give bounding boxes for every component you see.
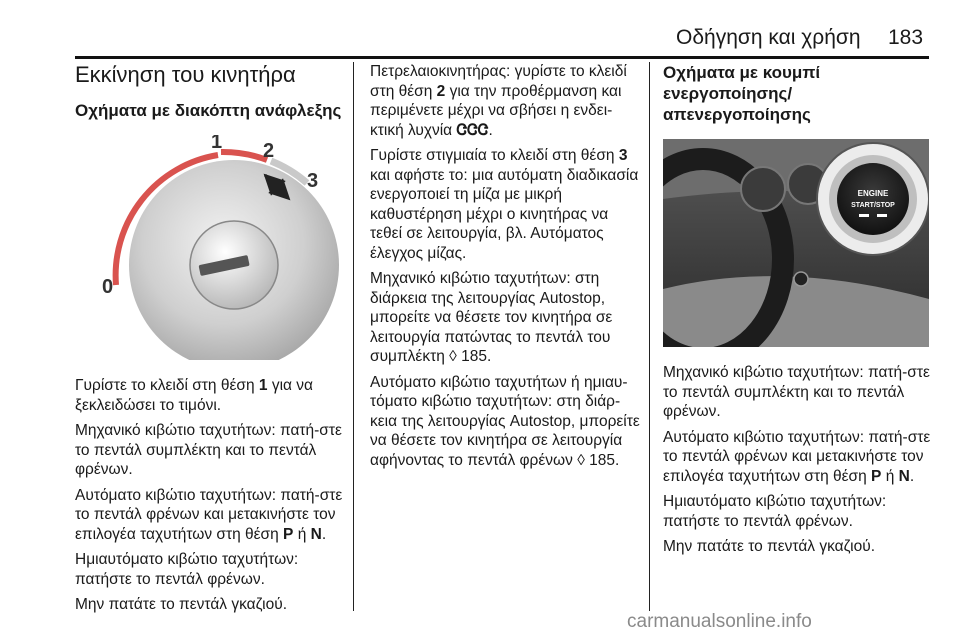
indicator-light: [859, 214, 869, 217]
paragraph: [663, 428, 933, 487]
position-label-0: 0: [102, 276, 114, 298]
paragraph: Μην πατάτε το πεντάλ γκαζιού.: [663, 538, 876, 555]
button-label-engine: ENGINE: [857, 189, 889, 198]
paragraph: [370, 62, 642, 140]
engine-start-stop-button[interactable]: [837, 163, 909, 235]
paragraph: [75, 376, 347, 415]
paragraph: [370, 269, 642, 367]
paragraph: Ημιαυτόματο κιβώτιο ταχυτήτων: πατήστε το πεντάλ φρένων.: [663, 493, 887, 530]
paragraph: [370, 146, 642, 263]
text: .: [321, 525, 327, 543]
bold-gear: P: [871, 467, 882, 485]
header-rule: [75, 56, 929, 59]
watermark: carmanualsonline.info: [627, 611, 812, 632]
bold-gear: P: [283, 525, 294, 543]
bold-position: 2: [436, 82, 446, 100]
paragraph: Μηχανικό κιβώτιο ταχυτήτων: πατή-στε το πεντάλ συμπλέκτη και το πεντάλ φρένων.: [663, 364, 930, 420]
page-reference-link[interactable]: ◊ 185.: [572, 451, 620, 469]
text: .: [909, 467, 915, 485]
bold-gear: N: [898, 467, 910, 485]
button-label-start-stop: START/STOP: [851, 202, 895, 209]
column-divider-2: [649, 62, 650, 611]
text: Μηχανικό κιβώτιο ταχυτήτων: στη διάρκεια της λειτουργίας Autostop, μπορείτε να θέσετε τον κινητήρα σε λειτουργία πατώντας το πεντάλ του συμπλέκτη: [370, 270, 613, 365]
column-right: [663, 62, 933, 563]
paragraph: [75, 486, 347, 545]
paragraph: Μηχανικό κιβώτιο ταχυτήτων: πατή-στε το πεντάλ συμπλέκτη και το πεντάλ φρένων.: [75, 422, 342, 478]
page-reference-link[interactable]: ◊ 185.: [444, 348, 492, 365]
position-arc-red-2: [221, 152, 267, 160]
bold-position: 3: [618, 147, 628, 164]
subsection-heading: Οχήματα με διακόπτη ανάφλεξης: [75, 101, 342, 120]
section-heading: Εκκίνηση του κινητήρα: [75, 62, 296, 87]
position-label-2: 2: [263, 140, 275, 162]
text: για την προθέρμανση και περιμένετε μέχρι να σβήσει η ενδει-κτική λυχνία: [370, 82, 622, 139]
start-stop-button-figure: [663, 139, 929, 347]
paragraph: Μην πατάτε το πεντάλ γκαζιού.: [75, 596, 288, 613]
indicator-light: [877, 214, 887, 217]
bold-gear: N: [310, 525, 322, 543]
ignition-switch-figure: [75, 135, 343, 360]
position-label-1: 1: [211, 135, 223, 153]
text: ή: [293, 525, 311, 543]
text: Αυτόματο κιβώτιο ταχυτήτων: πατή-στε το πεντάλ φρένων και μετακινήστε τον επιλογέα ταχυτήτων στη θέση: [75, 486, 343, 543]
bold-position: 1: [258, 377, 268, 394]
column-left: [75, 62, 347, 621]
position-label-3: 3: [307, 170, 319, 192]
text: Πετρελαιοκινητήρας: γυρίστε το κλειδί στη θέση: [370, 63, 627, 100]
text: Αυτόματο κιβώτιο ταχυτήτων ή ημιαυ-τόματο κιβώτιο ταχυτήτων: στη διάρ-κεια της λειτουργίας Autostop, μπορείτε να θέσετε τον κινητήρα σε λειτουργία αφήνοντας το πεντάλ φρένων: [370, 373, 640, 469]
text: ή: [881, 467, 899, 485]
subsection-heading: Οχήματα με κουμπί ενεργοποίησης/ απενεργοποίησης: [663, 63, 821, 124]
text: και αφήστε το: μια αυτόματη διαδικασία ενεργοποιεί τη μίζα με μικρή καθυστέρηση μέχρι ο κινητήρας να τεθεί σε λειτουργία, βλ. Αυτόματος έλεγχος μίζας.: [370, 166, 639, 262]
glow-plug-icon: ᏣᏣᏣ: [456, 121, 489, 139]
small-button: [794, 272, 808, 286]
text: Γυρίστε στιγμιαία το κλειδί στη θέση: [370, 147, 619, 164]
gauge: [741, 167, 785, 211]
column-divider-1: [353, 62, 354, 611]
column-middle: [370, 62, 642, 476]
text: Αυτόματο κιβώτιο ταχυτήτων: πατή-στε το πεντάλ φρένων και μετακινήστε τον επιλογέα ταχυτήτων στη θέση: [663, 428, 931, 485]
text: Γυρίστε το κλειδί στη θέση: [75, 377, 259, 394]
paragraph: [370, 373, 642, 471]
paragraph: Ημιαυτόματο κιβώτιο ταχυτήτων: πατήστε το πεντάλ φρένων.: [75, 551, 299, 588]
running-header-title: Οδήγηση και χρήση: [676, 26, 861, 49]
page-number: 183: [888, 26, 924, 49]
text: για να ξεκλειδώσει το τιμόνι.: [75, 377, 313, 414]
text: .: [488, 121, 493, 139]
